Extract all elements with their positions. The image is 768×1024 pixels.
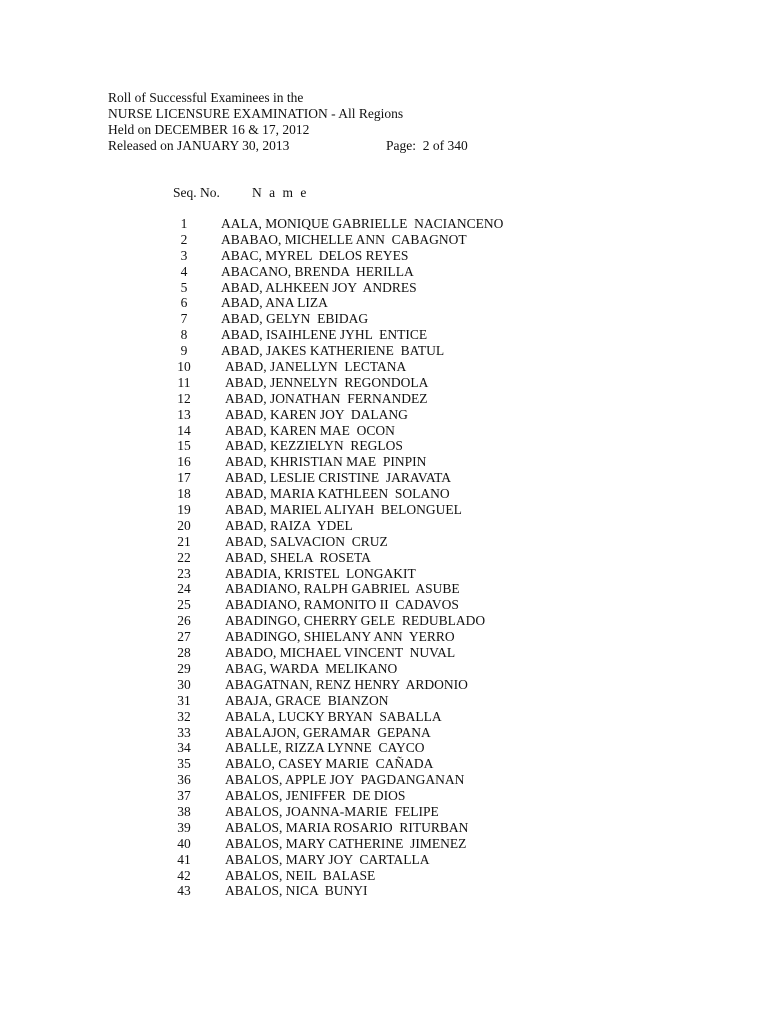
seq-number: 26 [177,613,191,629]
seq-number: 43 [177,883,191,899]
examinee-name: ABAD, ALHKEEN JOY ANDRES [221,279,417,295]
seq-number: 36 [177,772,191,788]
examinee-name: ABACANO, BRENDA HERILLA [221,263,414,279]
seq-number: 13 [177,406,191,422]
seq-number: 28 [177,645,191,661]
header-release-date: Released on JANUARY 30, 2013 [108,138,290,153]
examinee-name: AALA, MONIQUE GABRIELLE NACIANCENO [221,216,504,231]
list-item [0,295,768,311]
examinee-name: ABAD, SHELA ROSETA [225,549,371,565]
examinee-name: ABAD, RAIZA YDEL [225,517,353,533]
list-item [0,327,768,343]
seq-number: 22 [177,549,191,565]
seq-number: 1 [180,216,188,231]
examinee-name: ABALOS, MARY JOY CARTALLA [225,851,430,867]
seq-number: 37 [177,788,191,804]
list-item [0,804,768,820]
list-item [0,375,768,391]
list-item [0,645,768,661]
seq-number: 5 [180,279,188,295]
seq-number: 11 [177,374,191,390]
examinee-name: ABAD, MARIEL ALIYAH BELONGUEL [225,502,462,518]
list-item [0,756,768,772]
seq-number: 41 [177,851,191,867]
seq-number: 24 [177,581,191,597]
examinee-name: ABAJA, GRACE BIANZON [225,692,389,708]
list-item [0,232,768,248]
seq-number: 17 [177,470,191,486]
examinee-name: ABAD, JAKES KATHERIENE BATUL [221,343,445,359]
seq-number: 33 [177,724,191,740]
seq-number: 32 [177,708,191,724]
seq-number: 25 [177,597,191,613]
examinee-name: ABAD, JANELLYN LECTANA [225,359,407,375]
examinee-name: ABALOS, NICA BUNYI [225,883,368,899]
list-item [0,597,768,613]
examinee-name: ABADIANO, RALPH GABRIEL ASUBE [225,581,460,597]
seq-number: 20 [177,517,191,533]
examinee-name: ABAC, MYREL DELOS REYES [221,247,409,263]
examinee-name: ABAD, KEZZIELYN REGLOS [225,438,403,454]
list-item [0,883,768,899]
examinee-name: ABAD, KAREN JOY DALANG [225,406,408,422]
list-item [0,566,768,582]
seq-number: 2 [180,231,188,247]
list-item [0,343,768,359]
seq-number: 39 [177,819,191,835]
list-item [0,693,768,709]
list-item [0,454,768,470]
list-item [0,518,768,534]
list-item [0,248,768,264]
seq-number: 31 [177,692,191,708]
list-item [0,677,768,693]
seq-number: 23 [177,565,191,581]
list-item [0,772,768,788]
list-item [0,836,768,852]
list-item [0,740,768,756]
list-item [0,264,768,280]
list-item [0,629,768,645]
seq-number: 10 [177,359,191,375]
seq-number: 14 [177,422,191,438]
list-item [0,661,768,677]
examinee-list [0,216,768,899]
list-item [0,407,768,423]
list-item [0,438,768,454]
list-item [0,613,768,629]
column-header-seq: Seq. No. [173,185,220,200]
examinee-name: ABAD, ANA LIZA [221,295,328,311]
document-header [108,90,468,154]
examinee-name: ABADO, MICHAEL VINCENT NUVAL [225,645,456,661]
list-item [0,470,768,486]
list-item [0,788,768,804]
seq-number: 27 [177,629,191,645]
examinee-name: ABALOS, APPLE JOY PAGDANGANAN [225,772,465,788]
page-number: Page: 2 of 340 [386,138,468,153]
examinee-name: ABAG, WARDA MELIKANO [225,660,398,676]
list-item [0,502,768,518]
seq-number: 19 [177,502,191,518]
list-item [0,852,768,868]
list-item [0,868,768,884]
examinee-name: ABAD, MARIA KATHLEEN SOLANO [225,486,450,502]
examinee-name: ABAD, KHRISTIAN MAE PINPIN [225,454,427,470]
examinee-name: ABADIANO, RAMONITO II CADAVOS [225,597,459,613]
examinee-name: ABALOS, MARY CATHERINE JIMENEZ [225,835,467,851]
seq-number: 6 [180,295,188,311]
seq-number: 15 [177,438,191,454]
list-item [0,550,768,566]
examinee-name: ABADINGO, CHERRY GELE REDUBLADO [225,613,486,629]
list-item [0,486,768,502]
header-held-date: Held on DECEMBER 16 & 17, 2012 [108,122,310,137]
seq-number: 38 [177,803,191,819]
examinee-name: ABAD, JONATHAN FERNANDEZ [225,390,428,406]
examinee-name: ABALOS, NEIL BALASE [225,867,376,883]
examinee-name: ABALOS, JOANNA-MARIE FELIPE [225,803,439,819]
seq-number: 12 [177,390,191,406]
list-item [0,280,768,296]
examinee-name: ABAGATNAN, RENZ HENRY ARDONIO [225,676,468,692]
seq-number: 30 [177,676,191,692]
header-title: Roll of Successful Examinees in the [108,90,304,105]
seq-number: 4 [180,263,188,279]
list-item [0,581,768,597]
examinee-name: ABAD, GELYN EBIDAG [221,311,369,327]
seq-number: 3 [180,247,188,263]
list-item [0,391,768,407]
seq-number: 7 [180,311,188,327]
list-item [0,311,768,327]
examinee-name: ABALOS, MARIA ROSARIO RITURBAN [225,819,469,835]
examinee-name: ABABAO, MICHELLE ANN CABAGNOT [221,231,467,247]
examinee-name: ABALO, CASEY MARIE CAÑADA [225,756,434,772]
list-item [0,820,768,836]
list-item [0,709,768,725]
seq-number: 16 [177,454,191,470]
examinee-name: ABAD, ISAIHLENE JYHL ENTICE [221,327,428,343]
examinee-name: ABAD, KAREN MAE OCON [225,422,395,438]
list-item [0,359,768,375]
examinee-name: ABALA, LUCKY BRYAN SABALLA [225,708,442,724]
seq-number: 42 [177,867,191,883]
header-exam-name: NURSE LICENSURE EXAMINATION - All Regions [108,106,404,121]
seq-number: 35 [177,756,191,772]
examinee-name: ABALOS, JENIFFER DE DIOS [225,788,406,804]
seq-number: 21 [177,533,191,549]
list-item [0,216,768,232]
examinee-name: ABALLE, RIZZA LYNNE CAYCO [225,740,425,756]
examinee-name: ABAD, SALVACION CRUZ [225,533,388,549]
examinee-name: ABAD, LESLIE CRISTINE JARAVATA [225,470,452,486]
list-item [0,423,768,439]
list-item [0,534,768,550]
examinee-name: ABADIA, KRISTEL LONGAKIT [225,565,416,581]
examinee-name: ABADINGO, SHIELANY ANN YERRO [225,629,455,645]
examinee-name: ABALAJON, GERAMAR GEPANA [225,724,431,740]
column-header-name: N a m e [252,185,309,200]
seq-number: 8 [180,327,188,343]
seq-number: 29 [177,660,191,676]
examinee-name: ABAD, JENNELYN REGONDOLA [225,374,429,390]
list-item [0,725,768,741]
seq-number: 18 [177,486,191,502]
seq-number: 9 [180,343,188,359]
seq-number: 34 [177,740,191,756]
seq-number: 40 [177,835,191,851]
